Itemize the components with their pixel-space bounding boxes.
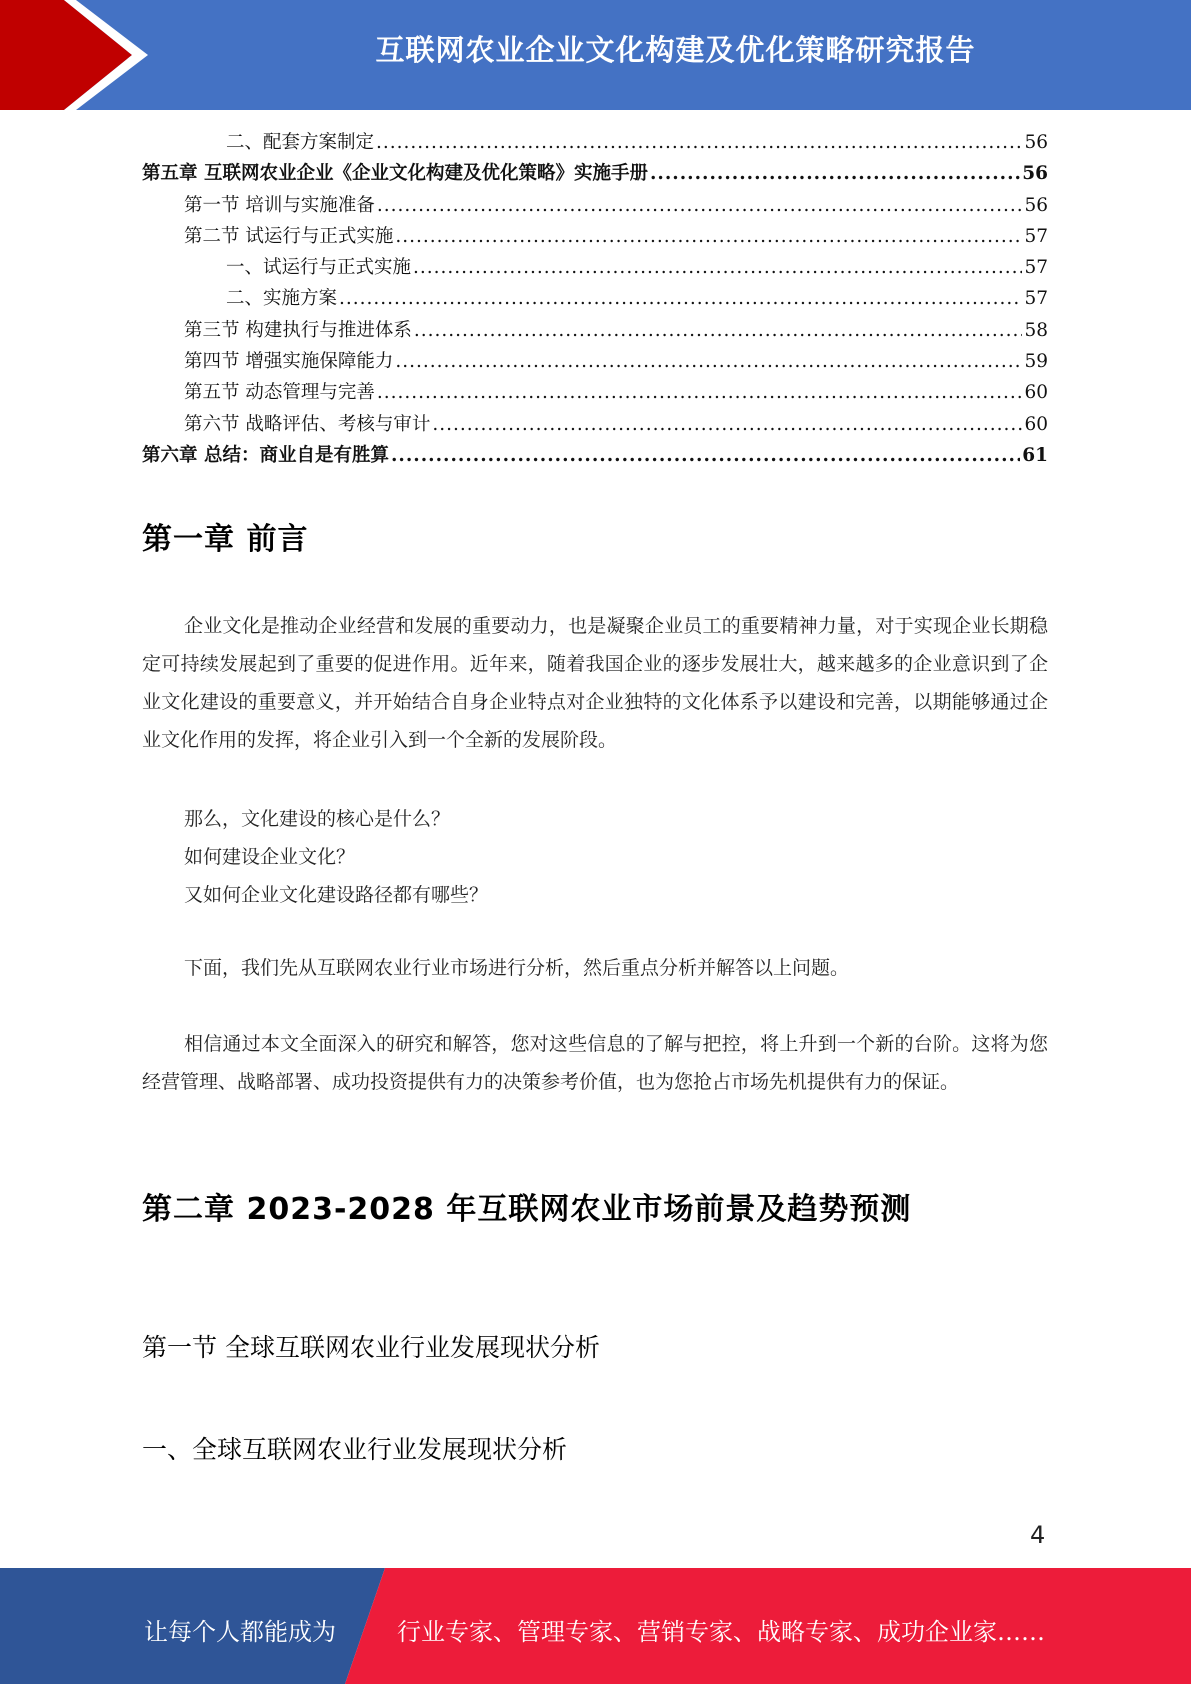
toc-leader-dots: [395, 226, 1022, 247]
toc-entry[interactable]: [142, 378, 1048, 409]
page-header: [0, 0, 1191, 110]
toc-leader-dots: [414, 320, 1023, 341]
toc-leader-dots: [432, 414, 1022, 435]
toc-entry[interactable]: [142, 441, 1048, 472]
toc-entry-page: 58: [1024, 319, 1048, 341]
toc-entry-title: 一、试运行与正式实施: [226, 257, 412, 279]
toc-entry[interactable]: [142, 128, 1048, 159]
toc-entry[interactable]: [142, 253, 1048, 284]
toc-entry-page: 57: [1024, 225, 1048, 247]
subsection-heading: 一、全球互联网农业行业发展现状分析: [142, 1435, 568, 1464]
chapter-heading: 第二章 2023-2028 年互联网农业市场前景及趋势预测: [142, 1192, 912, 1227]
toc-leader-dots: [395, 351, 1022, 372]
toc-entry-page: 56: [1022, 163, 1048, 185]
toc-entry-title: 第二节 试运行与正式实施: [184, 225, 394, 247]
toc-leader-dots: [391, 445, 1020, 466]
toc-entry-page: 61: [1022, 444, 1048, 466]
toc-entry[interactable]: [142, 222, 1048, 253]
toc-entry-title: 第一节 培训与实施准备: [184, 194, 375, 216]
toc-entry-title: 第五节 动态管理与完善: [184, 382, 375, 404]
toc-entry-page: 60: [1024, 413, 1048, 435]
toc-entry-page: 57: [1024, 257, 1048, 279]
toc-entry[interactable]: [142, 316, 1048, 347]
toc-leader-dots: [377, 195, 1023, 216]
toc-entry[interactable]: [142, 159, 1048, 190]
toc-entry-title: 二、配套方案制定: [226, 132, 375, 153]
toc-entry[interactable]: [142, 191, 1048, 222]
question-line: 如何建设企业文化？: [184, 846, 356, 868]
toc-entry-title: 第四节 增强实施保障能力: [184, 351, 394, 373]
question-line: 那么，文化建设的核心是什么？: [184, 808, 451, 830]
toc-leader-dots: [650, 163, 1020, 184]
header-chevron-decoration: [0, 0, 160, 110]
section-heading: 第一节 全球互联网农业行业发展现状分析: [142, 1333, 600, 1362]
chapter-heading: 第一章 前言: [142, 522, 309, 557]
toc-leader-dots: [377, 382, 1023, 403]
toc-entry[interactable]: [142, 410, 1048, 441]
toc-entry[interactable]: [142, 284, 1048, 315]
toc-entry[interactable]: [142, 347, 1048, 378]
toc-leader-dots: [376, 132, 1022, 153]
toc-entry-page: 56: [1024, 132, 1048, 153]
table-of-contents: [142, 128, 1048, 472]
toc-entry-title: 二、实施方案: [226, 288, 338, 310]
page-number: 4: [1030, 1521, 1046, 1549]
toc-entry-page: 56: [1024, 194, 1048, 216]
body-paragraph: 下面，我们先从互联网农业行业市场进行分析，然后重点分析并解答以上问题。: [184, 957, 850, 979]
footer-slogan-right: 行业专家、管理专家、营销专家、战略专家、成功企业家……: [397, 1618, 1045, 1646]
toc-entry-title: 第六节 战略评估、考核与审计: [184, 413, 431, 435]
toc-entry-page: 57: [1024, 288, 1048, 310]
question-line: 又如何企业文化建设路径都有哪些？: [184, 884, 489, 906]
body-paragraph: 企业文化是推动企业经营和发展的重要动力，也是凝聚企业员工的重要精神力量，对于实现企业长期稳定可持续发展起到了重要的促进作用。近年来，随着我国企业的逐步发展壮大，越来越多的企业意识到了企业文化建设的重要意义，并开始结合自身企业特点对企业独特的文化体系予以建设和完善，以期能够通过企业文化作用的发挥，将企业引入到一个全新的发展阶段。: [142, 615, 1048, 751]
toc-entry-title: 第三节 构建执行与推进体系: [184, 319, 412, 341]
toc-entry-page: 59: [1024, 351, 1048, 373]
toc-entry-title: 第六章 总结：商业自是有胜算: [142, 444, 389, 466]
toc-leader-dots: [413, 257, 1022, 278]
footer-slogan-left: 让每个人都能成为: [144, 1618, 336, 1646]
toc-entry-title: 第五章 互联网农业企业《企业文化构建及优化策略》实施手册: [142, 163, 648, 185]
report-title: 互联网农业企业文化构建及优化策略研究报告: [375, 33, 976, 67]
toc-leader-dots: [339, 288, 1022, 309]
body-paragraph: 相信通过本文全面深入的研究和解答，您对这些信息的了解与把控，将上升到一个新的台阶。这将为您经营管理、战略部署、成功投资提供有力的决策参考价值，也为您抢占市场先机提供有力的保证。: [142, 1033, 1048, 1093]
toc-entry-page: 60: [1024, 382, 1048, 404]
